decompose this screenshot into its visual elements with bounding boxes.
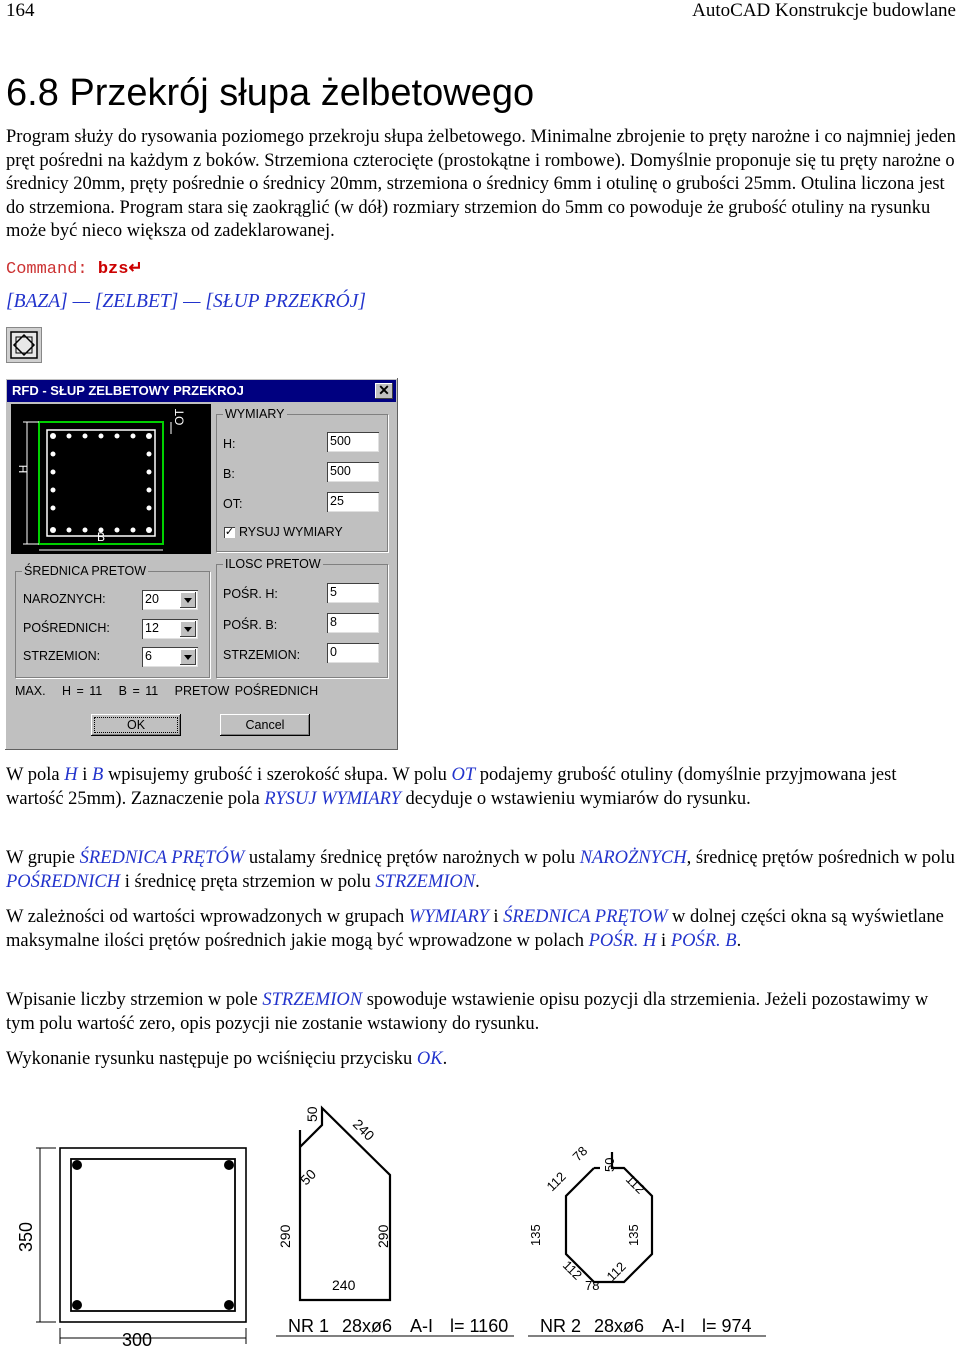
ilosc-legend: ILOSC PRETOW (225, 557, 321, 571)
max-info (15, 684, 318, 698)
max-suffix: PRETOW POŚREDNICH (174, 684, 319, 698)
s1-bottom: 240 (332, 1277, 356, 1293)
ot-field[interactable]: 25 (327, 492, 379, 512)
s2-d2: 78 (569, 1143, 591, 1165)
command-line (6, 258, 143, 279)
label2-qty: 28xø6 (594, 1316, 645, 1336)
section-title: 6.8 Przekrój słupa żelbetowego (6, 72, 535, 114)
enter-icon: ↵ (128, 260, 143, 279)
naroznych-label: NAROZNYCH: (23, 592, 106, 606)
b-field[interactable]: 500 (327, 462, 379, 482)
paragraph-stirrups: Wpisanie liczby strzemion w pole STRZEMION spowoduje wstawienie opisu pozycji dla strzemienia. Jeżeli pozostawimy w tym polu wartość zero, opis pozycji nie zostanie wstawiony do rysunku. (6, 990, 929, 1034)
posrednich-select[interactable] (142, 619, 198, 639)
page-number: 164 (6, 0, 35, 21)
max-label: MAX. (15, 684, 46, 698)
label2-len: l= 974 (702, 1316, 752, 1336)
h-field[interactable]: 500 (327, 432, 379, 452)
label1-nr: NR 1 (288, 1316, 330, 1336)
preview-b-label: B (97, 530, 106, 544)
label2-nr: NR 2 (540, 1316, 582, 1336)
label2-steel: A-I (662, 1316, 686, 1336)
posrednich-value: 12 (145, 621, 159, 635)
s2-d4: 112 (622, 1171, 649, 1197)
ot-label: OT: (223, 497, 243, 511)
label1-steel: A-I (410, 1316, 434, 1336)
column-section-icon[interactable] (6, 327, 42, 363)
posr-h-field[interactable]: 5 (327, 583, 379, 603)
s2-d1: 112 (543, 1168, 569, 1195)
b-label: B: (223, 467, 235, 481)
strzemion-count-field[interactable]: 0 (327, 643, 379, 663)
column-section-dialog (5, 378, 398, 750)
naroznych-value: 20 (145, 592, 159, 606)
posr-b-label: POŚR. B: (223, 618, 278, 632)
s2-d3: 50 (602, 1157, 617, 1172)
posr-b-field[interactable]: 8 (327, 613, 379, 633)
label1-qty: 28xø6 (342, 1316, 393, 1336)
menu-path: [BAZA] — [ZELBET] — [SŁUP PRZEKRÓJ] (6, 291, 366, 312)
chevron-down-icon[interactable] (180, 592, 196, 608)
running-title: AutoCAD Konstrukcje budowlane (692, 0, 956, 21)
s1-right: 290 (375, 1224, 391, 1248)
section-width-label: 300 (122, 1330, 153, 1350)
wymiary-legend: WYMIARY (225, 407, 285, 421)
ok-button[interactable]: OK (91, 714, 181, 736)
command-prefix: Command: (6, 260, 98, 279)
paragraph-ok: Wykonanie rysunku następuje po wciśnięciu przycisku OK. (6, 1049, 448, 1069)
s2-d5: 112 (559, 1257, 586, 1283)
strzemion-size-select[interactable] (142, 647, 198, 667)
label1-len: l= 1160 (450, 1316, 509, 1336)
intro-paragraph: Program służy do rysowania poziomego przekroju słupa żelbetowego. Minimalne zbrojenie to pręty narożne i co najmniej jeden pręt pośredni na każdym z boków. Strzemiona czterocięte (prostokątne i rombowe). Domyślnie proponuje się tu pręty narożne o średnicy 20mm, pręty pośrednie o średnicy 20mm, strzemiona o średnicy 6mm i otulinę o grubości 25mm. Otulina liczona jest do strzemiona. Program stara się zaokrąglić (w dół) rozmiary strzemion do 5mm co powoduje że grubość otuliny na rysunku może być nieco większa od zadeklarowanej. (6, 127, 956, 242)
max-b: B = 11 (118, 684, 159, 698)
posr-h-label: POŚR. H: (223, 587, 278, 601)
s2-right: 135 (626, 1224, 641, 1246)
naroznych-select[interactable] (142, 590, 198, 610)
close-icon[interactable]: ✕ (375, 383, 393, 399)
dialog-title: RFD - SŁUP ZELBETOWY PRZEKROJ (12, 383, 244, 398)
rysuj-wymiary-checkbox[interactable]: ✓ (224, 526, 235, 538)
section-height-label: 350 (16, 1221, 36, 1252)
srednica-legend: ŚREDNICA PRETOW (24, 564, 147, 578)
h-label: H: (223, 437, 236, 451)
preview-h-label: H (16, 464, 31, 474)
command-name: bzs (97, 260, 129, 279)
rysuj-wymiary-label: RYSUJ WYMIARY (239, 525, 343, 539)
chevron-down-icon[interactable] (180, 621, 196, 637)
chevron-down-icon[interactable] (180, 649, 196, 665)
ilosc-group (216, 557, 388, 678)
preview-ot-label: OT (172, 408, 187, 426)
s2-d7: 112 (603, 1258, 629, 1285)
dialog-titlebar (7, 380, 396, 402)
paragraph-diameters: W grupie ŚREDNICA PRĘTÓW ustalamy średnicę prętów narożnych w polu NAROŻNYCH, średnicę prętów pośrednich w polu POŚREDNICH i średnicę pręta strzemion w polu STRZEMION. (6, 848, 955, 892)
s1-top-hook: 50 (304, 1106, 320, 1122)
cancel-button[interactable]: Cancel (220, 714, 310, 736)
max-h: H = 11 (61, 684, 103, 698)
strzemion-size-value: 6 (145, 649, 152, 663)
strzemion-size-label: STRZEMION: (23, 649, 101, 663)
s1-left: 290 (277, 1224, 293, 1248)
section-drawing (0, 1090, 960, 1359)
section-preview (11, 404, 211, 554)
s2-left: 135 (528, 1224, 543, 1246)
srednica-group (15, 564, 210, 678)
paragraph-fields: W pola H i B wpisujemy grubość i szerokość słupa. W polu OT podajemy grubość otuliny (domyślnie przyjmowana jest wartość 25mm). Zaznaczenie pola RYSUJ WYMIARY decyduje o wstawieniu wymiarów do rysunku. (6, 765, 897, 809)
posrednich-label: POŚREDNICH: (23, 621, 110, 635)
wymiary-group (216, 407, 388, 552)
strzemion-count-label: STRZEMION: (223, 648, 301, 662)
s1-inner-hook: 50 (296, 1165, 320, 1189)
s1-diag: 240 (349, 1115, 378, 1144)
s2-d6: 78 (585, 1278, 600, 1293)
paragraph-max: W zależności od wartości wprowadzonych w grupach WYMIARY i ŚREDNICA PRĘTOW w dolnej części okna są wyświetlane maksymalne ilości prętów pośrednich jakie mogą być wprowadzone w polach POŚR. H i POŚR. B. (6, 907, 944, 951)
